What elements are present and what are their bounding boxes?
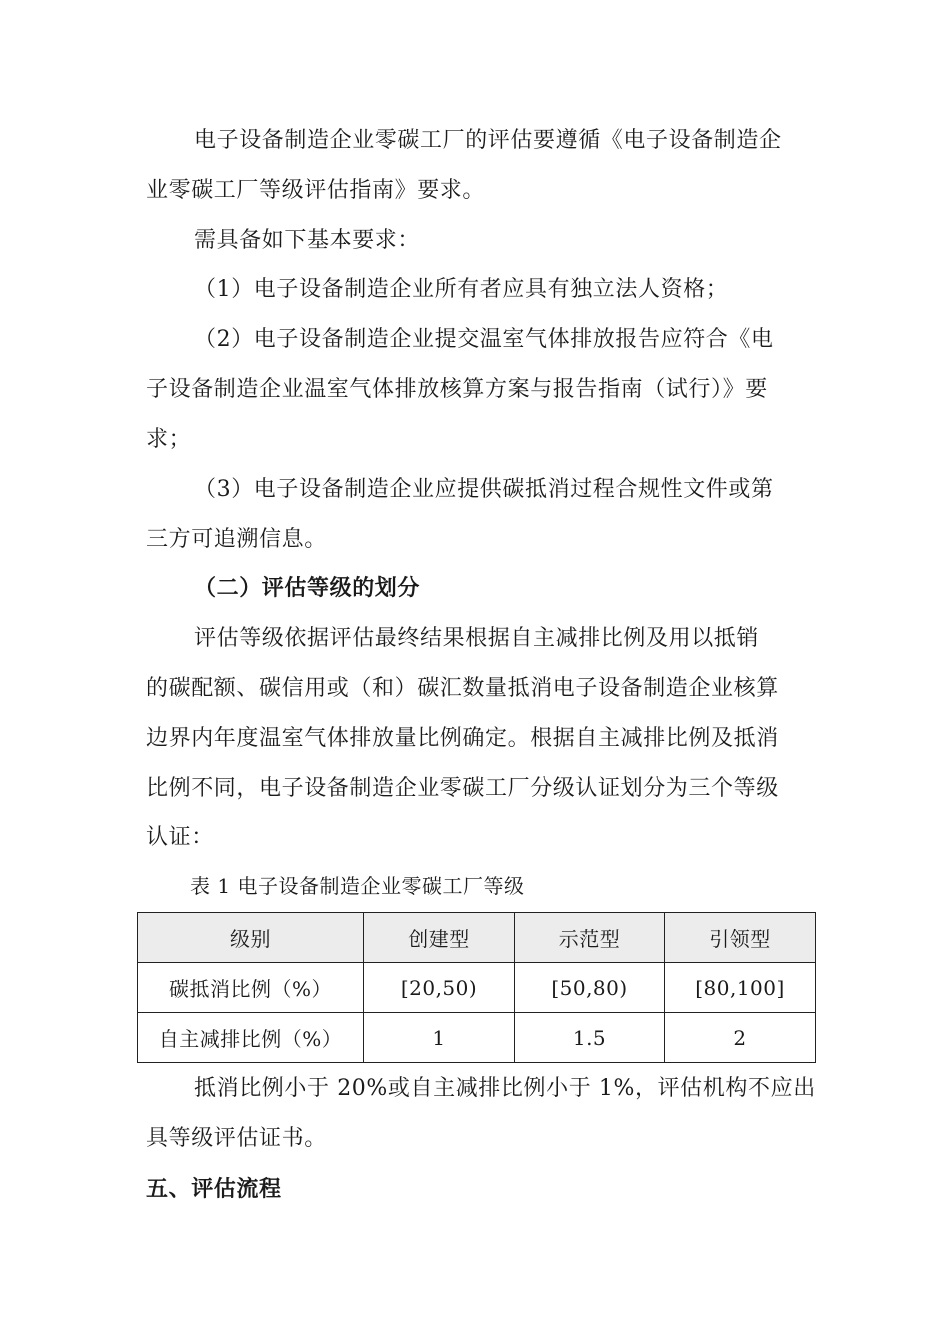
paragraph-1-line-2: 业零碳工厂等级评估指南》要求。 xyxy=(146,178,486,203)
table-cell: 1 xyxy=(364,1013,515,1063)
table-header-cell: 级别 xyxy=(138,913,364,963)
table-row xyxy=(138,1013,816,1063)
table-cell: 2 xyxy=(665,1013,816,1063)
table-header-cell: 创建型 xyxy=(364,913,515,963)
paragraph-4-line-2: 具等级评估证书。 xyxy=(146,1126,327,1151)
table-cell: [20,50) xyxy=(364,963,515,1013)
requirement-3-line-2: 三方可追溯信息。 xyxy=(146,527,327,552)
requirement-1: （1）电子设备制造企业所有者应具有独立法人资格； xyxy=(194,277,729,302)
paragraph-3-line-3: 边界内年度温室气体排放量比例确定。根据自主减排比例及抵消 xyxy=(146,726,779,751)
table-cell: [50,80) xyxy=(515,963,665,1013)
paragraph-1-line-1: 电子设备制造企业零碳工厂的评估要遵循《电子设备制造企 xyxy=(194,128,782,153)
paragraph-3-line-5: 认证： xyxy=(146,825,214,850)
paragraph-3-line-2: 的碳配额、碳信用或（和）碳汇数量抵消电子设备制造企业核算 xyxy=(146,676,779,701)
chapter-heading: 五、评估流程 xyxy=(146,1177,282,1202)
requirement-2-line-1: （2）电子设备制造企业提交温室气体排放报告应符合《电 xyxy=(194,327,774,352)
table-caption: 表 1 电子设备制造企业零碳工厂等级 xyxy=(190,874,525,898)
table-header-cell: 引领型 xyxy=(665,913,816,963)
table-cell: 1.5 xyxy=(515,1013,665,1063)
paragraph-2: 需具备如下基本要求： xyxy=(194,228,421,253)
paragraph-4-line-1: 抵消比例小于 20%或自主减排比例小于 1%，评估机构不应出 xyxy=(194,1076,816,1101)
requirement-2-line-3: 求； xyxy=(146,427,192,452)
paragraph-3-line-4: 比例不同，电子设备制造企业零碳工厂分级认证划分为三个等级 xyxy=(146,776,779,801)
section-heading: （二）评估等级的划分 xyxy=(194,576,421,601)
grade-table xyxy=(137,912,816,1063)
table-cell: 碳抵消比例（%） xyxy=(138,963,364,1013)
requirement-3-line-1: （3）电子设备制造企业应提供碳抵消过程合规性文件或第 xyxy=(194,477,774,502)
table-header-row xyxy=(138,913,816,963)
table-cell: [80,100] xyxy=(665,963,816,1013)
table-header-cell: 示范型 xyxy=(515,913,665,963)
table-row xyxy=(138,963,816,1013)
table-cell: 自主减排比例（%） xyxy=(138,1013,364,1063)
requirement-2-line-2: 子设备制造企业温室气体排放核算方案与报告指南（试行）》要 xyxy=(146,377,768,402)
paragraph-3-line-1: 评估等级依据评估最终结果根据自主减排比例及用以抵销 xyxy=(194,626,760,651)
